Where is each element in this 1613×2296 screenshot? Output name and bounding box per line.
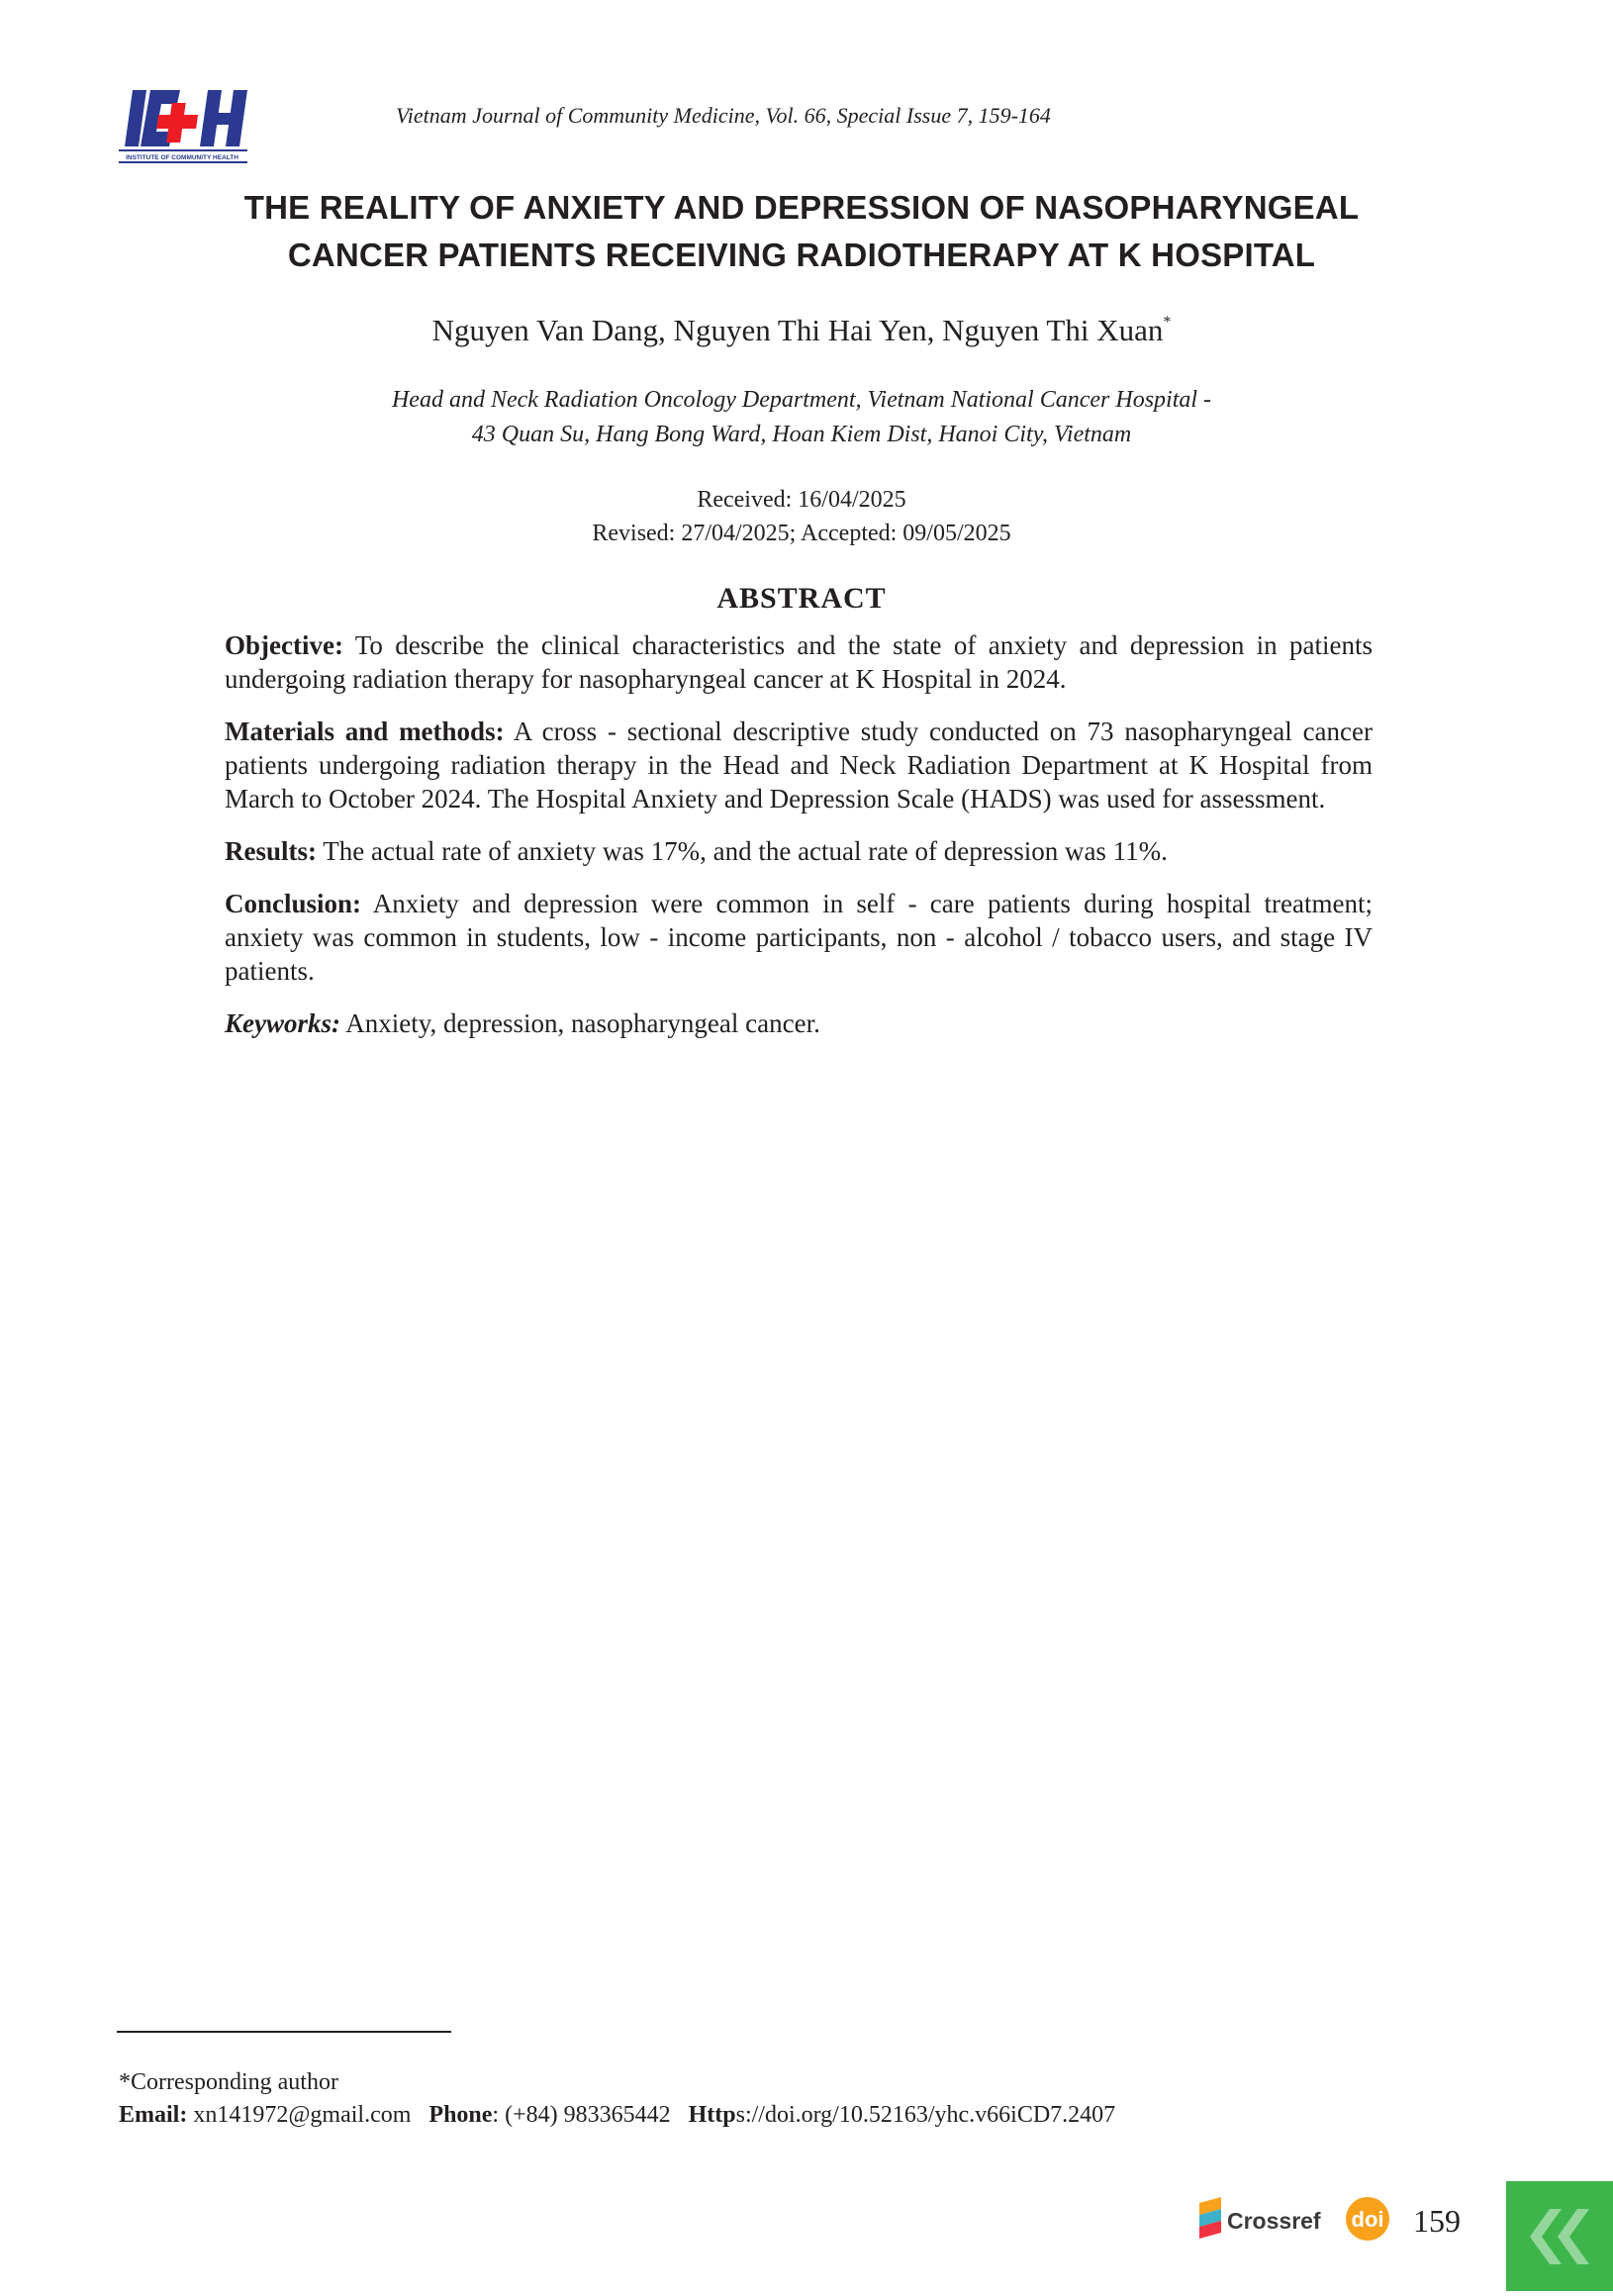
article-dates	[158, 483, 1445, 550]
methods-text: A cross - sectional descriptive study conducted on 73 nasopharyngeal cancer patients undergoing radiation therapy in the Head and Neck Radiation Department at K Hospital from March to October 2024. The Hospital Anxiety and Depression Scale (HADS) was used for assessment.	[225, 717, 1373, 813]
authors	[158, 313, 1445, 348]
crossref-doi-badge[interactable]	[1197, 2195, 1389, 2247]
footnote-divider	[117, 2031, 451, 2033]
abstract-heading: ABSTRACT	[716, 582, 887, 615]
conclusion-text: Anxiety and depression were common in self - care patients during hospital treatment; anxiety was common in students, low - income participants, non - alcohol / tobacco users, and stage IV patients.	[225, 889, 1373, 986]
affiliation-line-2: 43 Quan Su, Hang Bong Ward, Hoan Kiem Dist, Hanoi City, Vietnam	[471, 422, 1132, 447]
doi-label: Http	[688, 2102, 736, 2128]
double-chevron-left-icon	[1506, 2181, 1613, 2291]
logo-text: INSTITUTE OF COMMUNITY HEALTH	[126, 154, 238, 161]
next-page-tab[interactable]	[1506, 2181, 1613, 2291]
journal-citation: Vietnam Journal of Community Medicine, Vol. 66, Special Issue 7, 159-164	[396, 103, 1051, 128]
abstract-results	[225, 834, 1373, 868]
title-line-1: THE REALITY OF ANXIETY AND DEPRESSION OF NASOPHARYNGEAL	[243, 189, 1360, 226]
corresponding-mark: *	[1163, 314, 1172, 331]
page-number: 159	[1413, 2203, 1461, 2239]
author-names: Nguyen Van Dang, Nguyen Thi Hai Yen, Nguyen Thi Xuan	[431, 313, 1164, 347]
objective-label: Objective:	[225, 630, 343, 660]
abstract-conclusion	[225, 887, 1373, 988]
results-label: Results:	[225, 836, 317, 866]
affiliation	[158, 383, 1445, 452]
journal-logo	[117, 87, 247, 164]
footnote	[119, 2066, 1405, 2132]
conclusion-label: Conclusion:	[225, 889, 362, 918]
abstract-objective	[225, 628, 1373, 696]
abstract-body	[225, 628, 1373, 1059]
title-line-2: CANCER PATIENTS RECEIVING RADIOTHERAPY AT K HOSPITAL	[287, 237, 1316, 273]
phone-number: : (+84) 983365442	[492, 2102, 671, 2128]
abstract-keywords	[225, 1006, 1373, 1040]
revised-accepted-date: Revised: 27/04/2025; Accepted: 09/05/2025	[592, 521, 1011, 546]
affiliation-line-1: Head and Neck Radiation Oncology Department, Vietnam National Cancer Hospital -	[391, 387, 1212, 413]
crossref-text: Crossref	[1227, 2208, 1321, 2234]
doi-link[interactable]: s://doi.org/10.52163/yhc.v66iCD7.2407	[735, 2102, 1116, 2128]
objective-text: To describe the clinical characteristics and the state of anxiety and depression in patients undergoing radiation therapy for nasopharyngeal cancer at K Hospital in 2024.	[225, 630, 1373, 694]
abstract-methods	[225, 715, 1373, 815]
keywords-text: Anxiety, depression, nasopharyngeal cancer.	[340, 1008, 820, 1038]
corresponding-author: *Corresponding author	[119, 2069, 338, 2095]
phone-label: Phone	[428, 2102, 493, 2128]
received-date: Received: 16/04/2025	[697, 487, 906, 513]
email-link[interactable]: xn141972@gmail.com	[187, 2102, 412, 2128]
keywords-label: Keyworks:	[225, 1008, 340, 1038]
email-label: Email:	[119, 2102, 188, 2128]
results-text: The actual rate of anxiety was 17%, and the actual rate of depression was 11%.	[317, 836, 1168, 866]
article-title	[158, 184, 1445, 279]
doi-badge-text: doi	[1351, 2207, 1384, 2232]
methods-label: Materials and methods:	[225, 717, 505, 746]
contact-line	[119, 2099, 1405, 2132]
